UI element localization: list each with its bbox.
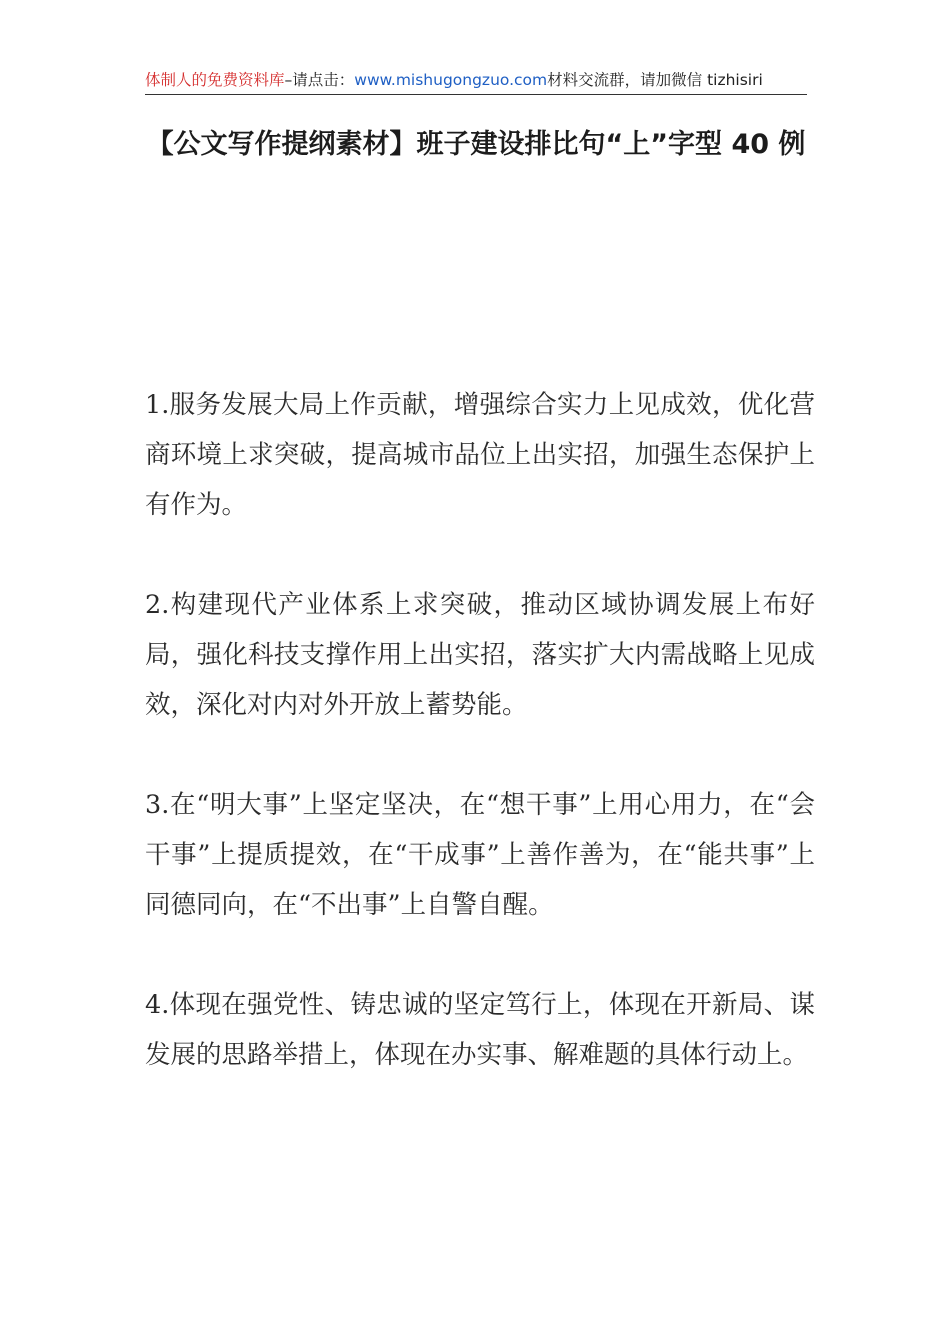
page-header: [145, 66, 807, 95]
document-body: [145, 380, 815, 1130]
header-click-prompt: –请点击：: [284, 71, 355, 89]
paragraph-1: 1.服务发展大局上作贡献，增强综合实力上见成效，优化营商环境上求突破，提高城市品位上出实招，加强生态保护上有作为。: [145, 390, 815, 520]
header-url-link[interactable]: www.mishugongzuo.com: [354, 71, 548, 89]
paragraph-3: 3.在“明大事”上坚定坚决，在“想干事”上用心用力，在“会干事”上提质提效，在“干成事”上善作善为，在“能共事”上同德同向，在“不出事”上自警自醒。: [145, 790, 815, 920]
paragraph-2: 2.构建现代产业体系上求突破，推动区域协调发展上布好局，强化科技支撑作用上出实招，落实扩大内需战略上见成效，深化对内对外开放上蓄势能。: [145, 590, 815, 720]
paragraph-4: 4.体现在强党性、铸忠诚的坚定笃行上，体现在开新局、谋发展的思路举措上，体现在办实事、解难题的具体行动上。: [145, 990, 815, 1070]
header-wechat-note: 材料交流群，请加微信 tizhisiri: [547, 71, 763, 89]
header-site-name: 体制人的免费资料库: [145, 71, 285, 89]
document-title: 【公文写作提纲素材】班子建设排比句“上”字型 40 例: [146, 129, 806, 160]
